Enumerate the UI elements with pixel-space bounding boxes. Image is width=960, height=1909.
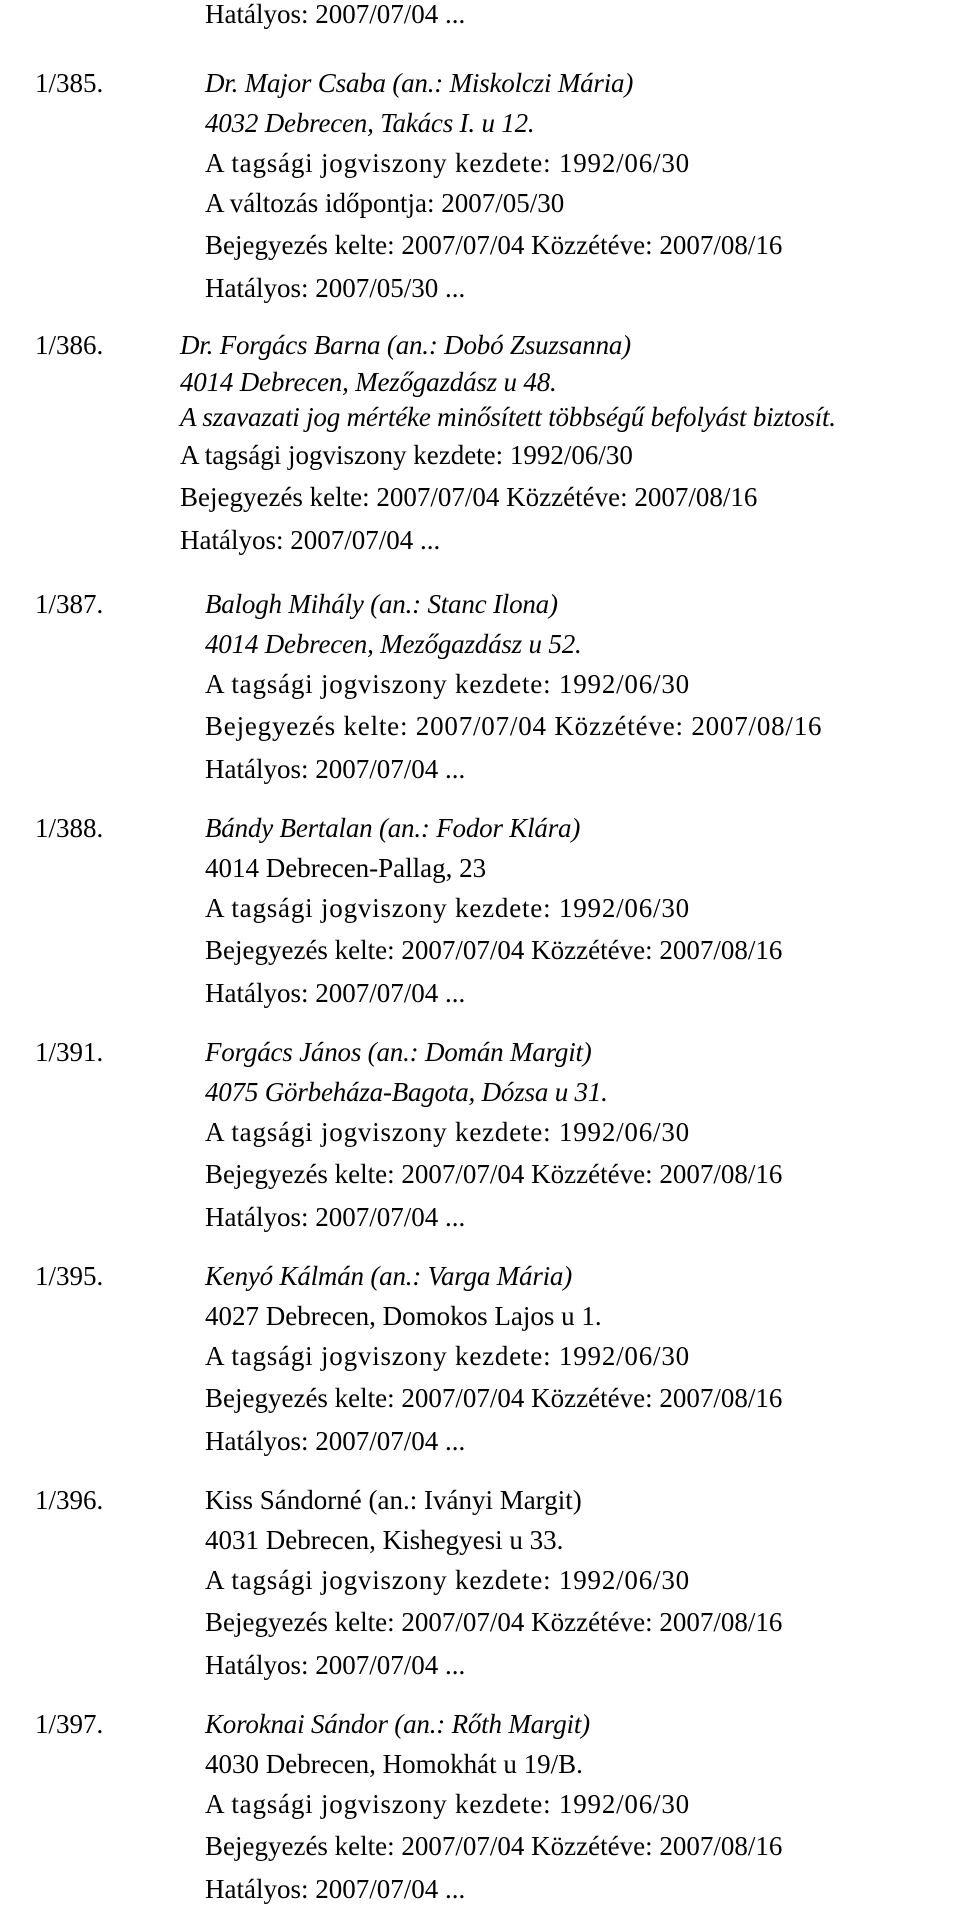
entry-details <box>180 325 920 560</box>
entry-effective-date: Hatályos: 2007/05/30 ... <box>205 273 466 303</box>
entry-change-date: A változás időpontja: 2007/05/30 <box>205 188 565 218</box>
entry-details <box>205 1256 945 1461</box>
entry-name: Koroknai Sándor (an.: Rőth Margit) <box>205 1709 590 1739</box>
entry-effective-date: Hatályos: 2007/07/04 ... <box>205 1426 466 1456</box>
entry-membership-start: A tagsági jogviszony kezdete: 1992/06/30 <box>205 148 690 178</box>
entry-address: 4014 Debrecen, Mezőgazdász u 52. <box>205 629 582 659</box>
entry-effective-date: Hatályos: 2007/07/04 ... <box>205 754 466 784</box>
entry-effective-date: Hatályos: 2007/07/04 ... <box>205 1874 466 1904</box>
entry-membership-start: A tagsági jogviszony kezdete: 1992/06/30 <box>205 1789 690 1819</box>
entry-membership-start: A tagsági jogviszony kezdete: 1992/06/30 <box>205 669 690 699</box>
entry-registration-date: Bejegyezés kelte: 2007/07/04 Közzétéve: 2007/08/16 <box>205 230 783 260</box>
entry-membership-start: A tagsági jogviszony kezdete: 1992/06/30 <box>205 1565 690 1595</box>
entry-address: 4014 Debrecen, Mezőgazdász u 48. <box>180 367 557 397</box>
entry-effective-date: Hatályos: 2007/07/04 ... <box>180 525 441 555</box>
entry-membership-start: A tagsági jogviszony kezdete: 1992/06/30 <box>205 1341 690 1371</box>
entry-number: 1/397. <box>35 1709 104 1739</box>
entry-registration-date: Bejegyezés kelte: 2007/07/04 Közzétéve: 2007/08/16 <box>205 935 783 965</box>
entry-registration-date: Bejegyezés kelte: 2007/07/04 Közzétéve: 2007/08/16 <box>205 1607 783 1637</box>
entry-number: 1/388. <box>35 813 104 843</box>
entry-address: 4014 Debrecen-Pallag, 23 <box>205 853 487 883</box>
entry-number: 1/395. <box>35 1261 104 1291</box>
entry-membership-start: A tagsági jogviszony kezdete: 1992/06/30 <box>180 440 633 470</box>
entry-number: 1/387. <box>35 589 104 619</box>
entry-details <box>205 63 945 308</box>
entry-membership-start: A tagsági jogviszony kezdete: 1992/06/30 <box>205 1117 690 1147</box>
entry-number: 1/391. <box>35 1037 104 1067</box>
entry-effective-date: Hatályos: 2007/07/04 ... <box>205 978 466 1008</box>
entry-address: 4027 Debrecen, Domokos Lajos u 1. <box>205 1301 602 1331</box>
entry-membership-start: A tagsági jogviszony kezdete: 1992/06/30 <box>205 893 690 923</box>
entry-details <box>205 1480 945 1685</box>
entry-details <box>205 1032 945 1237</box>
entry-number: 1/385. <box>35 68 104 98</box>
continued-effective-date: Hatályos: 2007/07/04 ... <box>205 0 466 29</box>
entry-effective-date: Hatályos: 2007/07/04 ... <box>205 1650 466 1680</box>
entry-details <box>205 1704 945 1909</box>
entry-name: Dr. Major Csaba (an.: Miskolczi Mária) <box>205 68 634 98</box>
entry-voting-note: A szavazati jog mértéke minősített többségű befolyást biztosít. <box>180 402 836 432</box>
entry-registration-date: Bejegyezés kelte: 2007/07/04 Közzétéve: 2007/08/16 <box>205 1831 783 1861</box>
entry-registration-date: Bejegyezés kelte: 2007/07/04 Közzétéve: 2007/08/16 <box>205 1159 783 1189</box>
entry-details <box>205 808 945 1013</box>
entry-name: Bándy Bertalan (an.: Fodor Klára) <box>205 813 581 843</box>
entry-address: 4032 Debrecen, Takács I. u 12. <box>205 108 535 138</box>
entry-address: 4030 Debrecen, Homokhát u 19/B. <box>205 1749 583 1779</box>
entry-name: Balogh Mihály (an.: Stanc Ilona) <box>205 589 558 619</box>
entry-effective-date: Hatályos: 2007/07/04 ... <box>205 1202 466 1232</box>
entry-address: 4075 Görbeháza-Bagota, Dózsa u 31. <box>205 1077 608 1107</box>
entry-registration-date: Bejegyezés kelte: 2007/07/04 Közzétéve: 2007/08/16 <box>180 482 758 512</box>
entry-address: 4031 Debrecen, Kishegyesi u 33. <box>205 1525 564 1555</box>
entry-number: 1/396. <box>35 1485 104 1515</box>
entry-name: Dr. Forgács Barna (an.: Dobó Zsuzsanna) <box>180 330 631 360</box>
entry-details <box>205 584 945 789</box>
entry-registration-date: Bejegyezés kelte: 2007/07/04 Közzétéve: 2007/08/16 <box>205 711 823 741</box>
entry-name: Kiss Sándorné (an.: Iványi Margit) <box>205 1485 582 1515</box>
entry-registration-date: Bejegyezés kelte: 2007/07/04 Közzétéve: 2007/08/16 <box>205 1383 783 1413</box>
entry-name: Kenyó Kálmán (an.: Varga Mária) <box>205 1261 573 1291</box>
entry-name: Forgács János (an.: Domán Margit) <box>205 1037 592 1067</box>
entry-number: 1/386. <box>35 330 104 360</box>
